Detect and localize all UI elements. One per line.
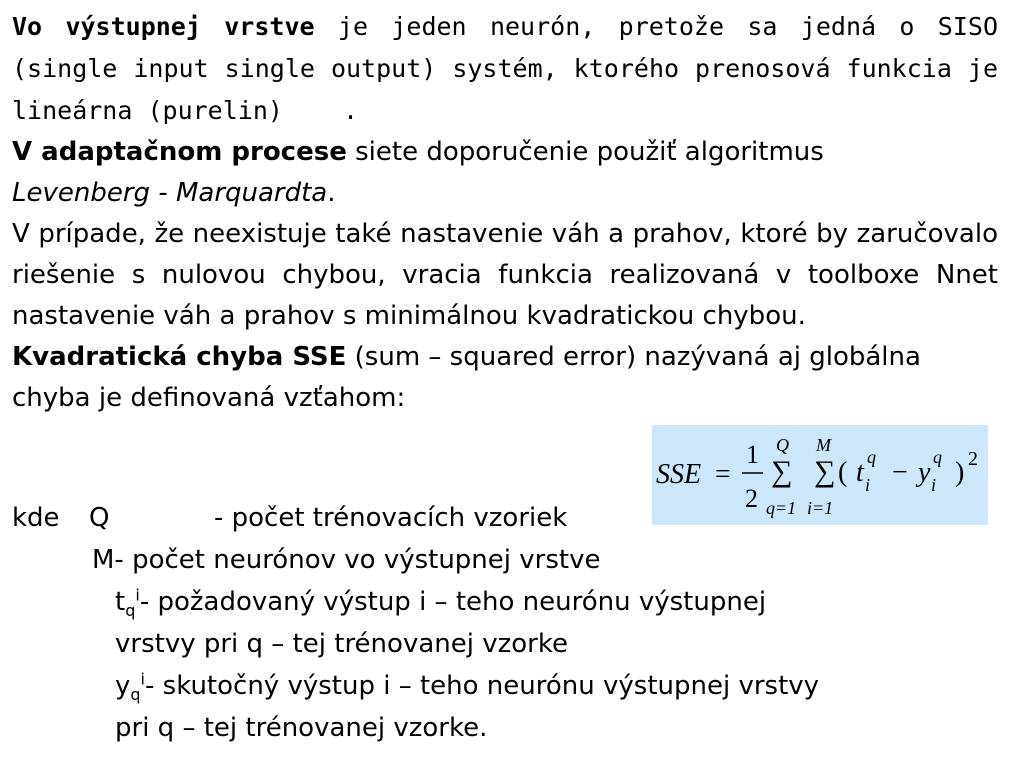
formula-t: t — [856, 457, 864, 488]
legend-row-y — [12, 665, 1012, 707]
sum1-bottom: q=1 — [766, 498, 797, 518]
legend-row-y2: pri q – tej trénovanej vzorke. — [115, 713, 488, 743]
formula-close-paren: ) — [955, 457, 965, 488]
output-layer-text: je jeden neurón, pretože sa jedná o SISO (single input single output) systém, ktorého prenosová funkcia je lineárna (purelin) — [12, 12, 998, 125]
formula-y: y — [918, 457, 931, 488]
formula-num: 1 — [746, 440, 759, 469]
sum1-symbol: ∑ — [771, 455, 793, 488]
formula-minus: − — [892, 457, 908, 488]
legend-row-t2: vrstvy pri q – tej trénovanej vzorke — [115, 629, 568, 659]
legend-t-base: t — [115, 587, 126, 617]
adaptation-heading: V adaptačnom procese — [12, 137, 347, 167]
formula-den: 2 — [745, 484, 758, 513]
legend-y-base: y — [115, 671, 131, 701]
paragraph-adaptation — [12, 132, 998, 214]
algorithm-name: Levenberg - Marquardta — [12, 178, 328, 208]
formula-y-sub: i — [931, 475, 937, 495]
output-layer-heading: Vo výstupnej vrstve — [12, 12, 315, 41]
sum2-symbol: ∑ — [814, 455, 836, 488]
legend-y-sup: i — [140, 669, 145, 689]
sum2-bottom: i=1 — [807, 498, 834, 518]
legend-q-symbol: Q — [89, 503, 110, 533]
sse-heading: Kvadratická chyba SSE — [12, 342, 347, 372]
formula-open-paren: ( — [838, 457, 848, 488]
variable-legend — [12, 497, 1012, 749]
legend-y-desc: - skutočný výstup i – teho neurónu výstupnej vrstvy — [145, 671, 820, 701]
sum2-top: M — [816, 435, 831, 455]
legend-row-t — [12, 581, 1012, 623]
output-layer-end: . — [342, 96, 358, 125]
formula-eq: = — [715, 459, 731, 490]
formula-t-sub: i — [865, 475, 871, 495]
formula-lhs: SSE — [656, 459, 702, 490]
sse-text: (sum – squared error) nazývaná aj globálna chyba je definovaná vzťahom: — [12, 342, 921, 413]
paragraph-toolbox: V prípade, že neexistuje také nastavenie váh a prahov, ktoré by zaručovalo riešenie s nulovou chybou, vracia funkcia realizovaná v toolboxe Nnet nastavenie váh a prahov s minimálnou kvadratickou chybou. — [12, 219, 998, 331]
adaptation-end: . — [327, 178, 336, 208]
legend-row-q — [12, 497, 1012, 539]
legend-kde: kde — [12, 503, 60, 533]
legend-t-sub: q — [125, 601, 136, 621]
adaptation-text: siete doporučenie použiť algoritmus — [346, 137, 824, 167]
slide-content — [12, 6, 998, 419]
paragraph-output-layer — [12, 6, 998, 132]
legend-q-desc: - počet trénovacích vzoriek — [214, 503, 568, 533]
legend-y-sub: q — [130, 685, 141, 705]
legend-row-m: M- počet neurónov vo výstupnej vrstve — [92, 545, 601, 575]
legend-t-desc: - požadovaný výstup i – teho neurónu výstupnej — [139, 587, 767, 617]
legend-t-sup: i — [135, 585, 140, 605]
paragraph-sse — [12, 337, 952, 419]
formula-y-sup: q — [933, 447, 942, 467]
formula-t-sup: q — [867, 447, 876, 467]
sum1-top: Q — [776, 435, 789, 455]
formula-power: 2 — [968, 448, 978, 470]
